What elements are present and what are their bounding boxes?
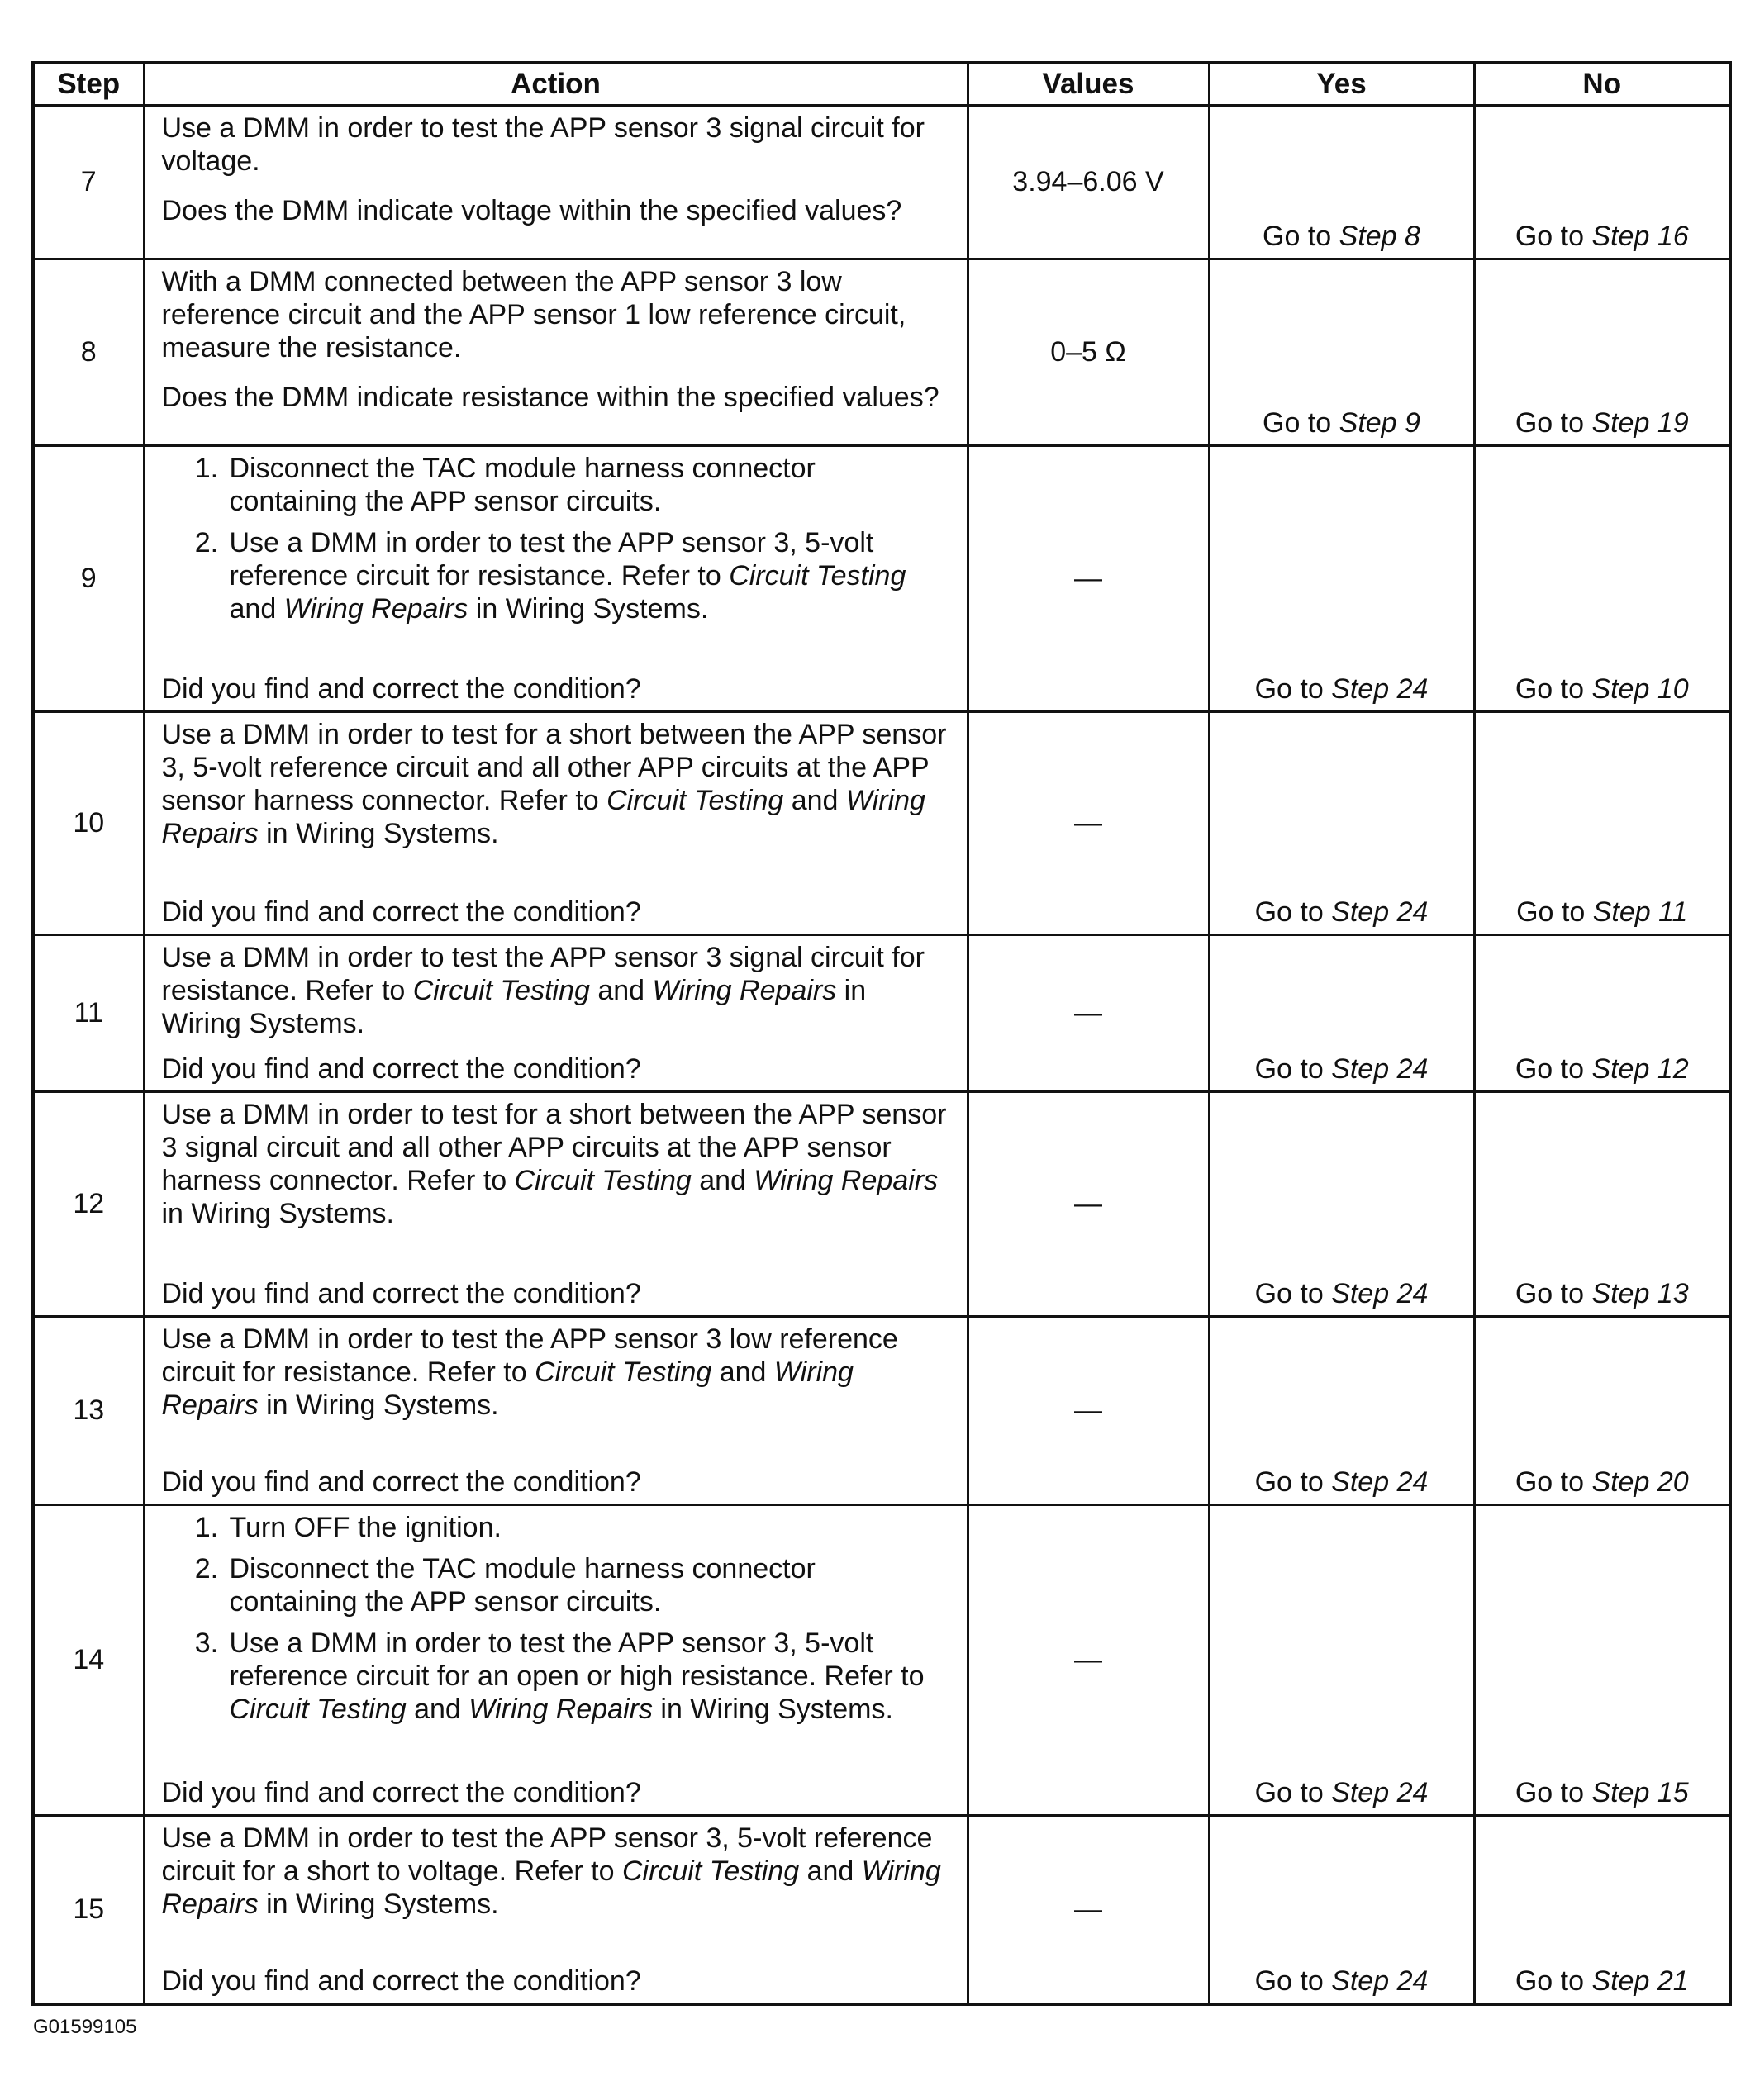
reference-link-text: Wiring Repairs	[161, 785, 925, 849]
action-step-list	[162, 452, 950, 634]
no-step-link: Step 12	[1591, 1053, 1689, 1085]
step-number: 12	[33, 1092, 144, 1317]
yes-step-link: Step 24	[1331, 1053, 1429, 1085]
no-goto-text: Go to	[1516, 896, 1593, 928]
action-text: and	[799, 1855, 862, 1887]
action-text: in Wiring Systems.	[258, 1390, 499, 1421]
step-number: 9	[33, 446, 144, 712]
action-text: Did you find and correct the condition?	[161, 1965, 641, 1997]
yes-step-link: Step 24	[1331, 1278, 1429, 1309]
reference-link-text: Circuit Testing	[606, 785, 784, 816]
action-text: Use a DMM in order to test for a short between the APP sensor 3 signal circuit and all other APP circuits at the APP sensor harness connector. Refer to	[161, 1099, 947, 1196]
reference-link-text: Wiring Repairs	[161, 1356, 854, 1421]
yes-step-link: Step 24	[1331, 896, 1429, 928]
no-step-link: Step 20	[1591, 1466, 1689, 1498]
figure-id: G01599105	[33, 2016, 137, 2038]
yes-cell	[1209, 1317, 1474, 1505]
no-cell	[1474, 259, 1730, 446]
no-cell	[1474, 1505, 1730, 1816]
values-cell: —	[968, 935, 1209, 1092]
action-text: Disconnect the TAC module harness connector containing the APP sensor circuits.	[229, 1553, 816, 1618]
action-step-item	[226, 452, 950, 518]
no-step-link: Step 19	[1591, 407, 1689, 439]
action-question	[162, 1277, 950, 1310]
reference-link-text: Wiring Repairs	[161, 1855, 941, 1920]
action-text: and	[406, 1694, 469, 1725]
yes-step-link: Step 9	[1339, 407, 1420, 439]
action-text: Use a DMM in order to test the APP sensor 3, 5-volt reference circuit for resistance. Refer to	[229, 527, 874, 592]
action-text: Did you find and correct the condition?	[161, 1278, 641, 1309]
action-question	[162, 1466, 950, 1499]
no-goto-text: Go to	[1515, 1466, 1592, 1498]
values-cell: —	[968, 712, 1209, 935]
action-cell	[144, 259, 968, 446]
table-row	[33, 1816, 1730, 2005]
action-text: Use a DMM in order to test the APP sensor 3 signal circuit for resistance. Refer to	[161, 942, 925, 1006]
table-body	[33, 106, 1730, 2005]
action-cell	[144, 935, 968, 1092]
action-step-item	[226, 1627, 950, 1726]
action-cell	[144, 1505, 968, 1816]
action-question	[162, 672, 950, 706]
values-cell: —	[968, 1317, 1209, 1505]
action-text: Does the DMM indicate voltage within the specified values?	[161, 195, 902, 226]
no-goto-text: Go to	[1515, 1965, 1592, 1997]
action-question	[162, 194, 950, 227]
table-row	[33, 712, 1730, 935]
reference-link-text: Wiring Repairs	[283, 593, 468, 625]
action-paragraph	[162, 1822, 950, 1921]
reference-link-text: Circuit Testing	[229, 1694, 407, 1725]
action-content	[162, 452, 950, 706]
yes-cell	[1209, 712, 1474, 935]
action-content	[162, 718, 950, 929]
action-text: Did you find and correct the condition?	[161, 896, 641, 928]
action-paragraph	[162, 941, 950, 1040]
action-text: Disconnect the TAC module harness connector containing the APP sensor circuits.	[229, 453, 816, 517]
yes-goto-text: Go to	[1254, 1466, 1332, 1498]
values-cell: 0–5 Ω	[968, 259, 1209, 446]
action-text: Use a DMM in order to test the APP sensor 3, 5-volt reference circuit for an open or high resistance. Refer to	[229, 1627, 925, 1692]
step-number: 14	[33, 1505, 144, 1816]
yes-step-link: Step 24	[1331, 1466, 1429, 1498]
yes-goto-text: Go to	[1254, 1053, 1332, 1085]
no-step-link: Step 15	[1591, 1777, 1689, 1808]
no-goto-text: Go to	[1515, 1053, 1592, 1085]
table-row	[33, 259, 1730, 446]
action-cell	[144, 446, 968, 712]
step-number: 15	[33, 1816, 144, 2005]
step-number: 13	[33, 1317, 144, 1505]
yes-goto-text: Go to	[1254, 1777, 1332, 1808]
action-text: and	[229, 593, 284, 625]
no-goto-text: Go to	[1515, 407, 1592, 439]
action-content	[162, 1323, 950, 1499]
yes-goto-text: Go to	[1263, 221, 1339, 252]
action-text: Did you find and correct the condition?	[161, 1466, 641, 1498]
diagnostic-table	[31, 61, 1732, 2006]
no-cell	[1474, 1317, 1730, 1505]
action-question	[162, 1965, 950, 1998]
header-values: Values	[968, 63, 1209, 106]
no-goto-text: Go to	[1515, 221, 1592, 252]
step-number: 10	[33, 712, 144, 935]
action-content	[162, 1098, 950, 1310]
no-step-link: Step 13	[1591, 1278, 1689, 1309]
action-text: in Wiring Systems.	[161, 975, 867, 1039]
reference-link-text: Circuit Testing	[729, 560, 906, 592]
action-paragraph	[162, 1323, 950, 1422]
action-text: in Wiring Systems.	[258, 1889, 499, 1920]
yes-cell	[1209, 1816, 1474, 2005]
yes-step-link: Step 24	[1331, 673, 1429, 705]
action-text: Use a DMM in order to test the APP sensor 3 signal circuit for voltage.	[161, 112, 925, 177]
yes-cell	[1209, 1505, 1474, 1816]
action-question	[162, 896, 950, 929]
no-goto-text: Go to	[1515, 673, 1592, 705]
action-cell	[144, 1816, 968, 2005]
action-content	[162, 112, 950, 253]
no-cell	[1474, 1092, 1730, 1317]
values-cell: —	[968, 446, 1209, 712]
action-cell	[144, 712, 968, 935]
action-step-item	[226, 526, 950, 625]
no-goto-text: Go to	[1515, 1777, 1592, 1808]
no-step-link: Step 10	[1591, 673, 1689, 705]
yes-goto-text: Go to	[1254, 1278, 1332, 1309]
action-paragraph	[162, 1098, 950, 1230]
no-cell	[1474, 106, 1730, 259]
no-step-link: Step 11	[1592, 896, 1688, 928]
action-text: and	[783, 785, 846, 816]
action-text: Does the DMM indicate resistance within the specified values?	[161, 382, 939, 413]
action-text: and	[711, 1356, 774, 1388]
reference-link-text: Circuit Testing	[514, 1165, 692, 1196]
header-no: No	[1474, 63, 1730, 106]
action-text: Did you find and correct the condition?	[161, 1777, 641, 1808]
action-text: With a DMM connected between the APP sensor 3 low reference circuit and the APP sensor 1 low reference circuit, measure the resistance.	[161, 266, 906, 363]
action-text: Did you find and correct the condition?	[161, 1053, 641, 1085]
yes-cell	[1209, 935, 1474, 1092]
yes-goto-text: Go to	[1254, 673, 1332, 705]
header-action: Action	[144, 63, 968, 106]
yes-step-link: Step 8	[1339, 221, 1420, 252]
no-cell	[1474, 446, 1730, 712]
values-cell: —	[968, 1816, 1209, 2005]
action-paragraph	[162, 112, 950, 178]
no-cell	[1474, 1816, 1730, 2005]
reference-link-text: Wiring Repairs	[468, 1694, 653, 1725]
table-row	[33, 1092, 1730, 1317]
action-text: Use a DMM in order to test the APP sensor 3, 5-volt reference circuit for a short to voltage. Refer to	[161, 1822, 933, 1887]
reference-link-text: Wiring Repairs	[652, 975, 837, 1006]
action-paragraph	[162, 265, 950, 364]
table-row	[33, 446, 1730, 712]
action-text: Use a DMM in order to test for a short between the APP sensor 3, 5-volt reference circuit and all other APP circuits at the APP sensor harness connector. Refer to	[161, 719, 947, 816]
no-step-link: Step 21	[1591, 1965, 1689, 1997]
values-cell: 3.94–6.06 V	[968, 106, 1209, 259]
values-cell: —	[968, 1092, 1209, 1317]
yes-step-link: Step 24	[1331, 1777, 1429, 1808]
action-text: in Wiring Systems.	[652, 1694, 893, 1725]
yes-cell	[1209, 259, 1474, 446]
action-question	[162, 381, 950, 414]
table-row	[33, 1505, 1730, 1816]
yes-cell	[1209, 106, 1474, 259]
table-row	[33, 935, 1730, 1092]
action-text: and	[589, 975, 653, 1006]
action-paragraph	[162, 718, 950, 850]
reference-link-text: Circuit Testing	[535, 1356, 712, 1388]
action-step-item	[226, 1552, 950, 1618]
action-cell	[144, 1092, 968, 1317]
header-row	[33, 63, 1730, 106]
table-row	[33, 1317, 1730, 1505]
action-content	[162, 941, 950, 1086]
step-number: 7	[33, 106, 144, 259]
action-step-item	[226, 1511, 950, 1544]
table-row	[33, 106, 1730, 259]
header-yes: Yes	[1209, 63, 1474, 106]
yes-step-link: Step 24	[1331, 1965, 1429, 1997]
action-question	[162, 1052, 950, 1086]
values-cell: —	[968, 1505, 1209, 1816]
action-text: Turn OFF the ignition.	[229, 1512, 502, 1543]
yes-goto-text: Go to	[1254, 1965, 1332, 1997]
action-cell	[144, 1317, 968, 1505]
action-text: Use a DMM in order to test the APP sensor 3 low reference circuit for resistance. Refer to	[161, 1323, 898, 1388]
action-text: in Wiring Systems.	[161, 1198, 394, 1229]
step-number: 8	[33, 259, 144, 446]
no-cell	[1474, 712, 1730, 935]
action-question	[162, 1776, 950, 1809]
action-cell	[144, 106, 968, 259]
action-content	[162, 1511, 950, 1809]
action-text: and	[691, 1165, 754, 1196]
no-step-link: Step 16	[1591, 221, 1689, 252]
reference-link-text: Circuit Testing	[412, 975, 590, 1006]
reference-link-text: Circuit Testing	[621, 1855, 800, 1887]
reference-link-text: Wiring Repairs	[754, 1165, 939, 1196]
action-step-list	[162, 1511, 950, 1734]
header-step: Step	[33, 63, 144, 106]
yes-cell	[1209, 446, 1474, 712]
action-text: in Wiring Systems.	[258, 818, 499, 849]
action-text: Did you find and correct the condition?	[161, 673, 641, 705]
yes-goto-text: Go to	[1254, 896, 1332, 928]
action-text: in Wiring Systems.	[468, 593, 709, 625]
action-content	[162, 1822, 950, 1998]
no-goto-text: Go to	[1515, 1278, 1592, 1309]
yes-cell	[1209, 1092, 1474, 1317]
action-content	[162, 265, 950, 439]
step-number: 11	[33, 935, 144, 1092]
no-cell	[1474, 935, 1730, 1092]
yes-goto-text: Go to	[1263, 407, 1339, 439]
